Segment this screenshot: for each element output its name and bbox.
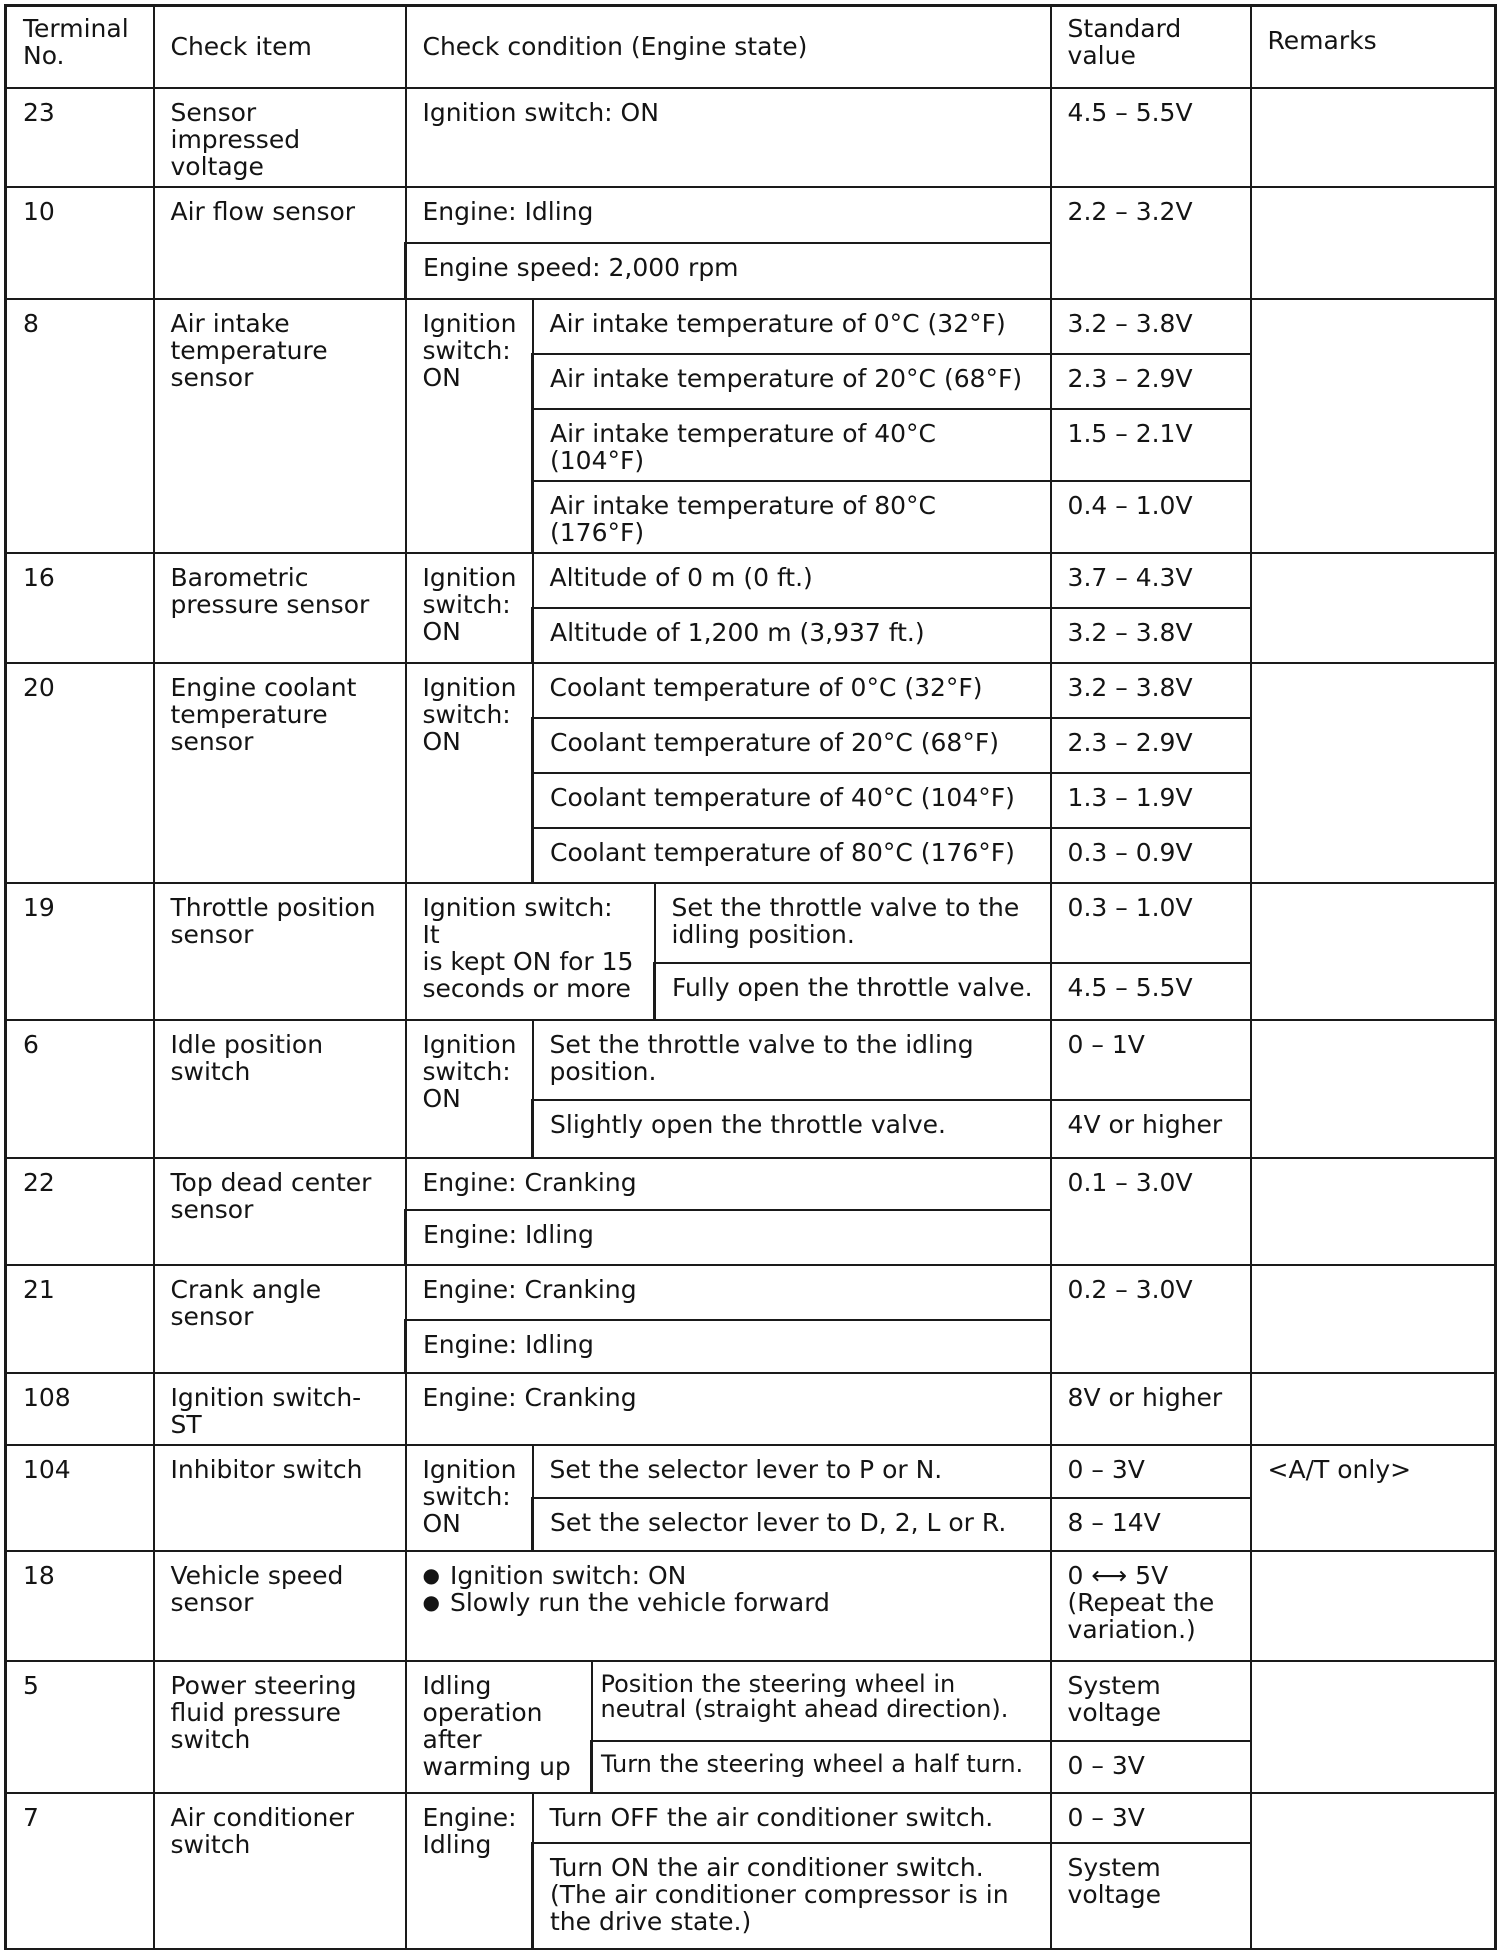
standard-value: 8V or higher xyxy=(1051,1373,1251,1445)
terminal-number: 19 xyxy=(6,883,154,1020)
standard-value: 8 – 14V xyxy=(1051,1498,1251,1551)
check-condition: Ignition switch: ON xyxy=(406,88,1051,187)
check-item: Throttle position sensor xyxy=(154,883,406,1020)
remarks-cell xyxy=(1251,1158,1496,1265)
check-item: Top dead center sensor xyxy=(154,1158,406,1265)
standard-value: 4.5 – 5.5V xyxy=(1051,963,1251,1020)
remarks-cell: <A/T only> xyxy=(1251,1445,1496,1551)
engine-state: Engine: Idling xyxy=(406,1793,533,1949)
remarks-cell xyxy=(1251,1373,1496,1445)
header-terminal-no: Terminal No. xyxy=(6,6,154,88)
check-item: Power steering fluid pressure switch xyxy=(154,1661,406,1793)
table-row xyxy=(6,1158,1496,1210)
standard-value: 2.3 – 2.9V xyxy=(1051,354,1251,409)
engine-state: Ignition switch: ON xyxy=(406,1020,533,1158)
standard-value: 0.2 – 3.0V xyxy=(1051,1265,1251,1373)
terminal-number: 8 xyxy=(6,299,154,553)
engine-state: Idling operation after warming up xyxy=(406,1661,592,1793)
check-condition: Coolant temperature of 0°C (32°F) xyxy=(533,663,1051,718)
engine-state: Ignition switch: ON xyxy=(406,1445,533,1551)
terminal-number: 21 xyxy=(6,1265,154,1373)
standard-value: 3.2 – 3.8V xyxy=(1051,663,1251,718)
check-condition: Coolant temperature of 20°C (68°F) xyxy=(533,718,1051,773)
table-row xyxy=(6,663,1496,718)
terminal-number: 20 xyxy=(6,663,154,883)
check-item: Air intake temperature sensor xyxy=(154,299,406,553)
remarks-cell xyxy=(1251,553,1496,663)
terminal-number: 5 xyxy=(6,1661,154,1793)
standard-value: 0 – 3V xyxy=(1051,1445,1251,1498)
remarks-cell xyxy=(1251,883,1496,1020)
remarks-cell xyxy=(1251,1661,1496,1793)
check-condition: Engine: Cranking xyxy=(406,1158,1051,1210)
check-condition: Fully open the throttle valve. xyxy=(655,963,1051,1020)
engine-state: Ignition switch: ON xyxy=(406,299,533,553)
table-row xyxy=(6,883,1496,963)
standard-value: System voltage xyxy=(1051,1661,1251,1741)
check-condition: Altitude of 0 m (0 ft.) xyxy=(533,553,1051,608)
check-condition: Air intake temperature of 0°C (32°F) xyxy=(533,299,1051,354)
standard-value: 2.2 – 3.2V xyxy=(1051,187,1251,299)
table-row xyxy=(6,88,1496,187)
table-row xyxy=(6,299,1496,354)
remarks-cell xyxy=(1251,299,1496,553)
standard-value: System voltage xyxy=(1051,1843,1251,1949)
check-condition: Set the selector lever to D, 2, L or R. xyxy=(533,1498,1051,1551)
terminal-number: 6 xyxy=(6,1020,154,1158)
standard-value: 0 – 3V xyxy=(1051,1793,1251,1843)
check-condition: Engine: Idling xyxy=(406,1320,1051,1373)
check-condition: Engine: Idling xyxy=(406,1210,1051,1265)
table-row xyxy=(6,1661,1496,1741)
remarks-cell xyxy=(1251,1793,1496,1949)
engine-state: Ignition switch: It is kept ON for 15 seconds or more xyxy=(406,883,655,1020)
check-condition-bullets xyxy=(406,1551,1051,1661)
remarks-cell xyxy=(1251,1265,1496,1373)
check-item: Air conditioner switch xyxy=(154,1793,406,1949)
header-row xyxy=(6,6,1496,88)
check-item: Idle position switch xyxy=(154,1020,406,1158)
header-check-item: Check item xyxy=(154,6,406,88)
terminal-number: 104 xyxy=(6,1445,154,1551)
standard-value: 3.2 – 3.8V xyxy=(1051,608,1251,663)
check-item: Vehicle speed sensor xyxy=(154,1551,406,1661)
check-item: Ignition switch-ST xyxy=(154,1373,406,1445)
terminal-number: 16 xyxy=(6,553,154,663)
remarks-cell xyxy=(1251,88,1496,187)
table-row xyxy=(6,553,1496,608)
check-condition: Air intake temperature of 40°C (104°F) xyxy=(533,409,1051,481)
check-condition: Turn OFF the air conditioner switch. xyxy=(533,1793,1051,1843)
standard-value: 2.3 – 2.9V xyxy=(1051,718,1251,773)
spec-sheet xyxy=(4,4,1494,1936)
table-row xyxy=(6,1551,1496,1661)
header-remarks: Remarks xyxy=(1251,6,1496,88)
check-condition: Coolant temperature of 40°C (104°F) xyxy=(533,773,1051,828)
bullet-item: ● Slowly run the vehicle forward xyxy=(423,1589,1034,1616)
engine-state: Ignition switch: ON xyxy=(406,663,533,883)
check-item: Air flow sensor xyxy=(154,187,406,299)
header-check-condition: Check condition (Engine state) xyxy=(406,6,1051,88)
table-row xyxy=(6,1373,1496,1445)
remarks-cell xyxy=(1251,1551,1496,1661)
standard-value: 4V or higher xyxy=(1051,1100,1251,1158)
standard-value: 0.3 – 1.0V xyxy=(1051,883,1251,963)
check-item: Barometric pressure sensor xyxy=(154,553,406,663)
check-condition: Engine speed: 2,000 rpm xyxy=(406,243,1051,299)
check-condition: Slightly open the throttle valve. xyxy=(533,1100,1051,1158)
standard-value: 0 – 1V xyxy=(1051,1020,1251,1100)
standard-value: 0 – 3V xyxy=(1051,1741,1251,1793)
standard-value: 3.7 – 4.3V xyxy=(1051,553,1251,608)
check-condition: Engine: Idling xyxy=(406,187,1051,243)
terminal-number: 23 xyxy=(6,88,154,187)
table-row xyxy=(6,1445,1496,1498)
terminal-number: 22 xyxy=(6,1158,154,1265)
check-condition: Air intake temperature of 80°C (176°F) xyxy=(533,481,1051,553)
engine-state: Ignition switch: ON xyxy=(406,553,533,663)
remarks-cell xyxy=(1251,1020,1496,1158)
standard-value: 0 ⟷ 5V (Repeat the variation.) xyxy=(1051,1551,1251,1661)
table-row xyxy=(6,1265,1496,1320)
check-condition: Air intake temperature of 20°C (68°F) xyxy=(533,354,1051,409)
table-row xyxy=(6,1793,1496,1843)
check-condition: Altitude of 1,200 m (3,937 ft.) xyxy=(533,608,1051,663)
check-condition: Set the throttle valve to the idling position. xyxy=(533,1020,1051,1100)
check-item: Engine coolant temperature sensor xyxy=(154,663,406,883)
check-item: Inhibitor switch xyxy=(154,1445,406,1551)
check-condition: Coolant temperature of 80°C (176°F) xyxy=(533,828,1051,883)
check-condition: Set the throttle valve to the idling position. xyxy=(655,883,1051,963)
standard-value: 1.5 – 2.1V xyxy=(1051,409,1251,481)
check-condition: Engine: Cranking xyxy=(406,1373,1051,1445)
terminal-number: 7 xyxy=(6,1793,154,1949)
header-standard-value: Standard value xyxy=(1051,6,1251,88)
remarks-cell xyxy=(1251,663,1496,883)
standard-value: 0.1 – 3.0V xyxy=(1051,1158,1251,1265)
table-row xyxy=(6,1020,1496,1100)
check-condition: Turn ON the air conditioner switch. (The air conditioner compressor is in the drive state.) xyxy=(533,1843,1051,1949)
standard-value: 0.4 – 1.0V xyxy=(1051,481,1251,553)
terminal-number: 108 xyxy=(6,1373,154,1445)
table-row xyxy=(6,187,1496,243)
standard-value: 1.3 – 1.9V xyxy=(1051,773,1251,828)
check-condition: Engine: Cranking xyxy=(406,1265,1051,1320)
standard-value: 4.5 – 5.5V xyxy=(1051,88,1251,187)
terminal-voltage-table xyxy=(4,4,1497,1950)
check-condition: Position the steering wheel in neutral (straight ahead direction). xyxy=(592,1661,1051,1741)
terminal-number: 18 xyxy=(6,1551,154,1661)
bullet-item: ● Ignition switch: ON xyxy=(423,1562,1034,1589)
standard-value: 0.3 – 0.9V xyxy=(1051,828,1251,883)
check-item: Crank angle sensor xyxy=(154,1265,406,1373)
check-condition: Set the selector lever to P or N. xyxy=(533,1445,1051,1498)
remarks-cell xyxy=(1251,187,1496,299)
standard-value: 3.2 – 3.8V xyxy=(1051,299,1251,354)
check-item: Sensor impressed voltage xyxy=(154,88,406,187)
terminal-number: 10 xyxy=(6,187,154,299)
check-condition: Turn the steering wheel a half turn. xyxy=(592,1741,1051,1793)
